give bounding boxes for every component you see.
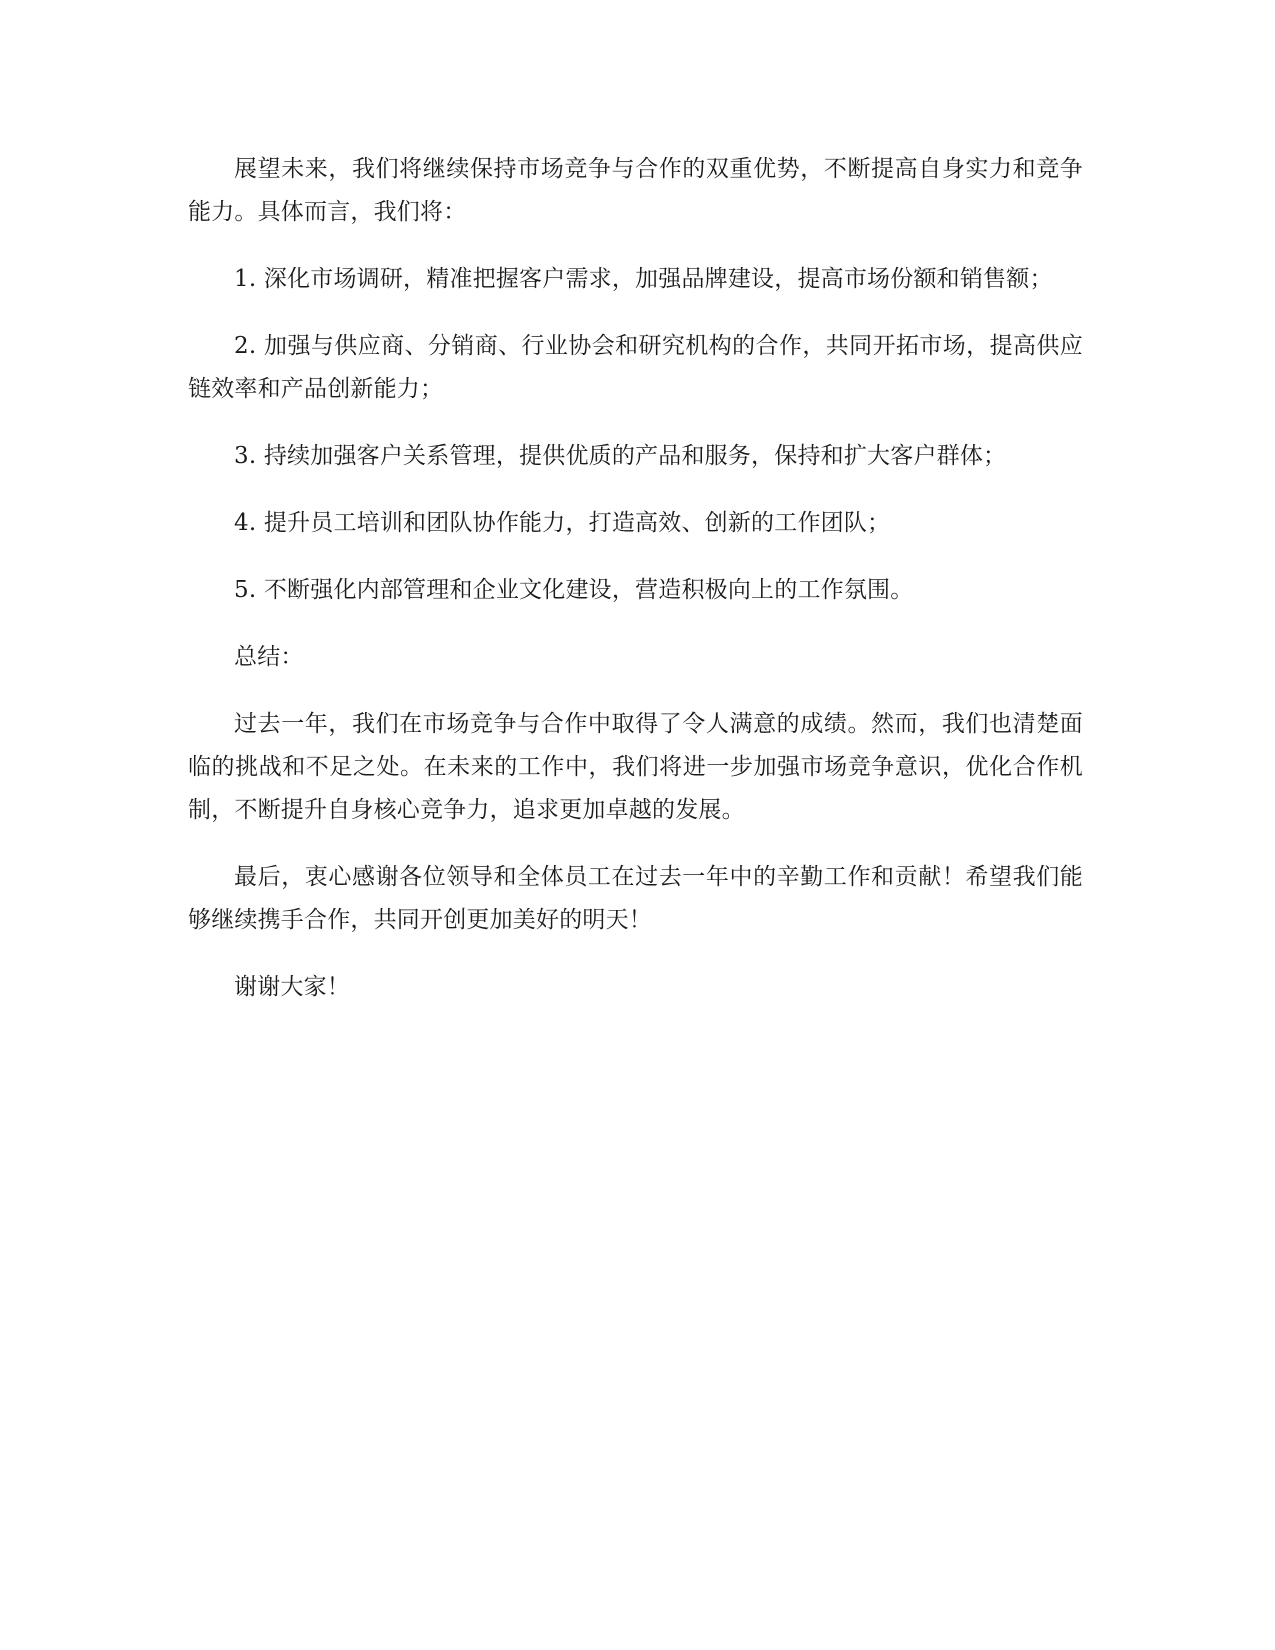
paragraph-summary: 过去一年，我们在市场竞争与合作中取得了令人满意的成绩。然而，我们也清楚面临的挑战和不足之处。在未来的工作中，我们将进一步加强市场竞争意识，优化合作机制，不断提升自身核心竞争力，追求更加卓越的发展。 (188, 711, 1083, 823)
list-item-staff-training: 4. 提升员工培训和团队协作能力，打造高效、创新的工作团队； (234, 510, 891, 536)
summary-heading: 总结： (234, 644, 304, 670)
list-item-internal-management: 5. 不断强化内部管理和企业文化建设，营造积极向上的工作氛围。 (234, 577, 914, 603)
document-body (188, 148, 1083, 1033)
paragraph-thanks: 最后，衷心感谢各位领导和全体员工在过去一年中的辛勤工作和贡献！希望我们能够继续携手合作，共同开创更加美好的明天！ (188, 864, 1083, 933)
list-item-partnerships: 2. 加强与供应商、分销商、行业协会和研究机构的合作，共同开拓市场，提高供应链效率和产品创新能力； (188, 333, 1083, 402)
paragraph-outlook-intro: 展望未来，我们将继续保持市场竞争与合作的双重优势，不断提高自身实力和竞争能力。具体而言，我们将： (188, 156, 1083, 225)
list-item-customer-relations: 3. 持续加强客户关系管理，提供优质的产品和服务，保持和扩大客户群体； (234, 443, 1007, 469)
paragraph-closing: 谢谢大家！ (234, 974, 350, 1000)
list-item-market-research: 1. 深化市场调研，精准把握客户需求，加强品牌建设，提高市场份额和销售额； (234, 266, 1053, 292)
